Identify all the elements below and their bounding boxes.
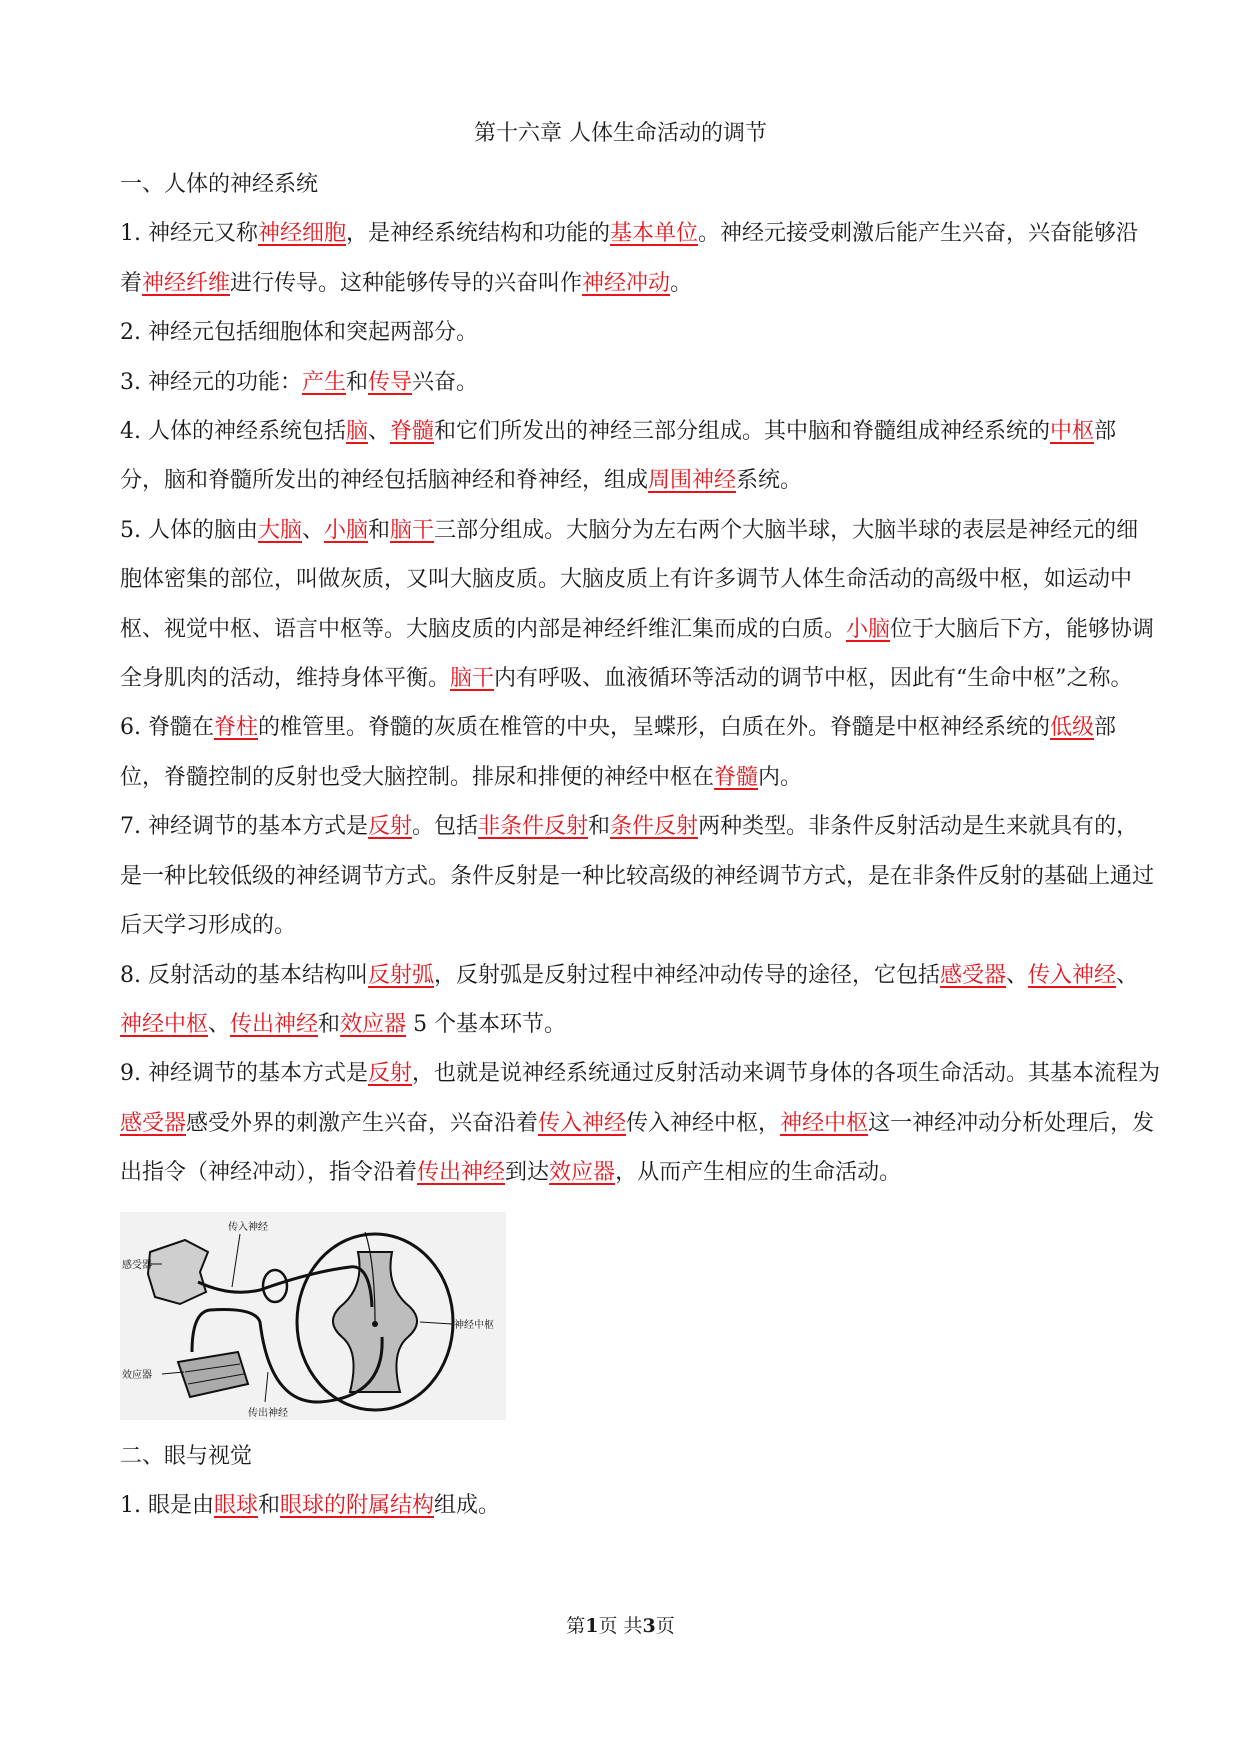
highlighted-term: 产生	[301, 369, 346, 395]
text-run: 两种类型。非条件反射活动是生来就具有的，是一种比较低级的神经调节方式。条件反射是一种比较高级的神经调节方式，是在非条件反射的基础上通过后天学习形成的。	[120, 814, 1155, 939]
section-nervous-system-body	[120, 209, 1160, 1197]
footer-middle: 页 共	[598, 1615, 643, 1637]
label-afferent: 传入神经	[228, 1221, 268, 1233]
highlighted-term: 效应器	[340, 1011, 407, 1037]
text-run: 部位，脊髓控制的反射也受大脑控制。排尿和排便的神经中枢在	[120, 715, 1117, 790]
reflex-arc-diagram	[120, 1212, 506, 1420]
highlighted-term: 传入神经	[538, 1110, 627, 1136]
paragraph	[120, 1049, 1160, 1197]
text-run: 和	[588, 814, 611, 840]
label-efferent: 传出神经	[248, 1407, 288, 1419]
footer-total-pages: 3	[642, 1615, 656, 1637]
highlighted-term: 小脑	[846, 616, 891, 642]
footer-page-number: 1	[585, 1615, 599, 1637]
paragraph	[120, 209, 1160, 308]
highlighted-term: 感受器	[940, 962, 1007, 988]
text-run: 6. 脊髓在	[120, 715, 214, 741]
text-run: 感受外界的刺激产生兴奋，兴奋沿着	[186, 1110, 539, 1136]
text-run: 内有呼吸、血液循环等活动的调节中枢，因此有“生命中枢”之称。	[494, 666, 1133, 692]
highlighted-term: 神经中枢	[780, 1110, 869, 1136]
highlighted-term: 神经中枢	[120, 1011, 209, 1037]
text-run: ，从而产生相应的生命活动。	[615, 1160, 902, 1186]
highlighted-term: 条件反射	[610, 814, 699, 840]
text-run: ，是神经系统结构和功能的	[346, 221, 611, 247]
text-run: 4. 人体的神经系统包括	[120, 419, 346, 445]
highlighted-term: 传出神经	[230, 1011, 319, 1037]
text-run: 8. 反射活动的基本结构叫	[120, 962, 368, 988]
text-run: 、	[368, 419, 391, 445]
receptor-tissue	[148, 1240, 208, 1304]
text-run: 三部分组成。大脑分为左右两个大脑半球，大脑半球的表层是神经元的细胞体密集的部位，叫做灰质，又叫大脑皮质。大脑皮质上有许多调节人体生命活动的高级中枢，如运动中枢、视觉中枢、语言中枢等。大脑皮质的内部是神经纤维汇集而成的白质。	[120, 517, 1139, 642]
text-run: 这一神经冲动分析处理后，发出指令（神经冲动），指令沿着	[120, 1110, 1155, 1186]
section-heading-eye-vision: 二、眼与视觉	[120, 1443, 253, 1469]
text-run: 2. 神经元包括细胞体和突起两部分。	[120, 320, 478, 346]
highlighted-term: 眼球	[213, 1492, 258, 1518]
paragraph	[120, 308, 1160, 357]
text-run: 进行传导。这种能够传导的兴奋叫作	[230, 270, 583, 296]
highlighted-term: 反射	[367, 1061, 412, 1087]
text-run: 部分，脑和脊髓所发出的神经包括脑神经和脊神经，组成	[120, 419, 1117, 494]
paragraph	[120, 703, 1160, 802]
text-run: 。包括	[412, 814, 479, 840]
text-run: 到达	[505, 1160, 550, 1186]
text-run: 的椎管里。脊髓的灰质在椎管的中央，呈蝶形，白质在外。脊髓是中枢神经系统的	[258, 715, 1051, 741]
text-run: 1. 眼是由	[120, 1492, 214, 1518]
text-run: 1. 神经元又称	[120, 221, 258, 247]
paragraph	[120, 358, 1160, 407]
text-run: ，反射弧是反射过程中神经冲动传导的途径，它包括	[434, 962, 941, 988]
footer-suffix: 页	[655, 1615, 675, 1637]
paragraph	[120, 407, 1160, 506]
highlighted-term: 脊髓	[714, 764, 759, 790]
text-run: 和它们所发出的神经三部分组成。其中脑和脊髓组成神经系统的	[434, 419, 1051, 445]
highlighted-term: 脑干	[450, 666, 495, 692]
highlighted-term: 周围神经	[648, 468, 737, 494]
highlighted-term: 低级	[1050, 715, 1095, 741]
text-run: 9. 神经调节的基本方式是	[120, 1061, 368, 1087]
section-eye-vision-body	[120, 1481, 1160, 1530]
highlighted-term: 感受器	[120, 1110, 187, 1136]
highlighted-term: 神经冲动	[582, 270, 671, 296]
footer-prefix: 第	[566, 1615, 586, 1637]
highlighted-term: 脊髓	[390, 419, 435, 445]
label-center: 神经中枢	[454, 1319, 494, 1331]
page-footer	[0, 1612, 1241, 1640]
paragraph	[120, 951, 1160, 1050]
highlighted-term: 反射	[367, 814, 412, 840]
paragraph	[120, 1481, 1160, 1530]
highlighted-term: 脑	[345, 419, 368, 445]
paragraph	[120, 506, 1160, 704]
label-effector: 效应器	[122, 1369, 152, 1381]
text-run: 、	[1006, 962, 1029, 988]
text-run: 和	[258, 1492, 281, 1518]
text-run: 7. 神经调节的基本方式是	[120, 814, 368, 840]
text-run: 。	[670, 270, 693, 296]
text-run: 和	[318, 1011, 341, 1037]
text-run: 位于大脑后下方，能够协调全身肌肉的活动，维持身体平衡。	[120, 616, 1155, 692]
highlighted-term: 脑干	[390, 517, 435, 543]
text-run: 5. 人体的脑由	[120, 517, 258, 543]
text-run: 兴奋。	[412, 369, 479, 395]
highlighted-term: 传出神经	[417, 1160, 506, 1186]
content-area	[120, 160, 1160, 1530]
highlighted-term: 反射弧	[367, 962, 434, 988]
text-run: 系统。	[736, 468, 803, 494]
highlighted-term: 大脑	[257, 517, 302, 543]
text-run: 、	[1116, 962, 1139, 988]
text-run: 和	[346, 369, 369, 395]
text-run: 、	[302, 517, 325, 543]
highlighted-term: 中枢	[1050, 419, 1095, 445]
text-run: 和	[368, 517, 391, 543]
text-run: 。神经元接受刺激后能产生兴奋，兴奋能够沿着	[120, 221, 1139, 296]
highlighted-term: 神经纤维	[142, 270, 231, 296]
text-run: 传入神经中枢，	[626, 1110, 781, 1136]
text-run: 内。	[758, 764, 803, 790]
highlighted-term: 传入神经	[1028, 962, 1117, 988]
chapter-title: 第十六章 人体生命活动的调节	[474, 121, 767, 146]
text-run: 组成。	[434, 1492, 501, 1518]
label-receptor: 感受器	[122, 1259, 152, 1271]
highlighted-term: 神经细胞	[257, 221, 346, 247]
text-run: 、	[208, 1011, 231, 1037]
highlighted-term: 基本单位	[610, 221, 699, 247]
section-heading-nervous-system: 一、人体的神经系统	[120, 172, 319, 197]
highlighted-term: 传导	[368, 369, 413, 395]
highlighted-term: 效应器	[549, 1160, 616, 1186]
highlighted-term: 脊柱	[213, 715, 258, 741]
text-run: 3. 神经元的功能：	[120, 369, 302, 395]
text-run: ，也就是说神经系统通过反射活动来调节身体的各项生命活动。其基本流程为	[412, 1061, 1161, 1087]
highlighted-term: 小脑	[324, 517, 369, 543]
highlighted-term: 眼球的附属结构	[280, 1492, 435, 1518]
paragraph	[120, 802, 1160, 950]
text-run: 5 个基本环节。	[406, 1011, 567, 1037]
highlighted-term: 非条件反射	[478, 814, 589, 840]
